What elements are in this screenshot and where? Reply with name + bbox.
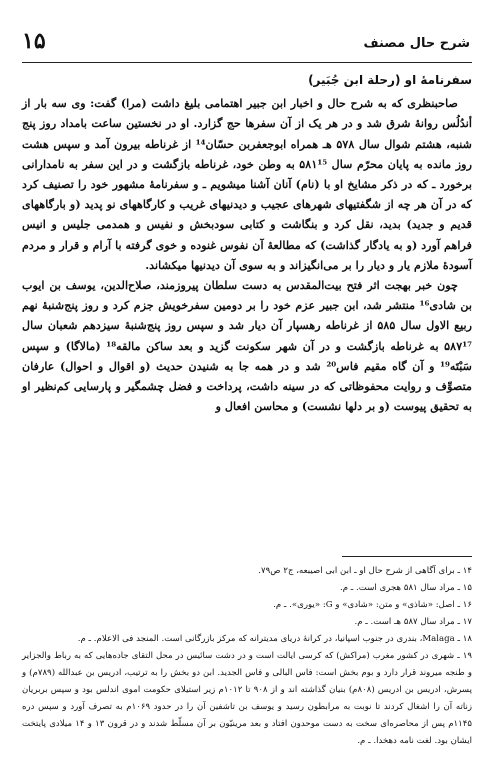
footnote-16: ۱۶ ـ اصل: «شاذی» و متن: «شادی» و G: «یوری». ـ م.	[273, 600, 472, 610]
footnote-14: ۱۴ ـ برای آگاهی از شرح حال او ـ ابن ابی اصیبعه، ج۲ ص۷۹.	[258, 566, 472, 576]
paragraph-2: چون خبر بهجت اثر فتح بیت‌المقدس به دست سلطان پیروزمند، صلاح‌الدین، یوسف بن ایوب بن شادی¹⁶ منتشر شد، ابن جبیر عزم خود را بر دومین سفرخویش جزم کرد و روز پنج‌شنبهٔ نهم ربیع الاول سال ۵۸۵ از غرناطه رهسپار آن دیار شد و سپس روز پنج‌شنبهٔ سیزدهم شعبان سال ۵۸۷¹⁷ به غرناطه بازگشت و در آن شهر سکونت گزید و بعد ساکن مالقه¹⁸ (مالاگا) و سپس سَبْتَه¹⁹ و آن گاه مقیم فاس²⁰ شد و در همه جا به شنیدن حدیث (و اقوال و احوال) عارفان متصوِّف و روایت محفوظاتی که در سینه داشت، پرداخت و فضل چشمگیر و پارسایی کم‌نظیر او به تحقیق پیوست (و بر دلها نشست) و محاسن افعال و	[22, 278, 473, 414]
footnote-19: ۱۹ ـ شهری در کشور مغرب (مراکش) که کرسی ایالت است و در دشت سائیس در محل التقای جاده‌هایی که به رباط والجزایر و طنجه میروند قرار دارد و بوم بخش است: فاس البالی و فاس الجدید. ابن دو بخش را به ترتیب، ادریس بن عبدالله (۷۸۹م) و پسرش، ادریس بن ادریس (۸۰۸م) بنیان گذاشته اند و از ۹۰۸ تا ۱۰۱۲م زیر استیلای حکومت اموی اندلس بود و سپس بربریان زناته آن را اشغال کردند تا نوبت به مرابطون رسید و یوسف بن تاشفین آن را در حدود ۱۰۶۹م به تصرف آورد و سپس دره ۱۱۴۵م پس از محاصره‌ای سخت به دست موحدون افتاد و بعد مرینیّون بر آن مسلّط شدند و در قرون ۱۳ و ۱۴ میلادی پایتخت ایشان بود. لغت نامه دهخدا. ـ م.	[22, 651, 472, 746]
footnotes	[22, 563, 472, 750]
footnote-18: ۱۸ ـ Malaga، بندری در جنوب اسپانیا، در کرانهٔ دریای مدیترانه که مرکز بازرگانی است. المنجد فی الاعلام. ـ م.	[77, 634, 472, 644]
footnote-15: ۱۵ ـ مراد سال ۵۸۱ هجری است. ـ م.	[340, 583, 472, 593]
paragraph-1: صاحبنظری که به شرح حال و اخبار ابن جبیر اهتمامی بلیغ داشت (مرا) گفت: وی سه بار از أندُلُس روانهٔ شرق شد و در هر یک از آن سفرها حج گزارد. او در نخستین ساعت بامداد روز پنج شنبه، هشتم شوال سال ۵۷۸ هـ همراه ابوجعفربن حسّان¹⁴ از غرناطه بیرون آمد و سپس هشت روز مانده به پایان محرّم سال ۵۸۱¹⁵ به وطن خود، غرناطه بازگشت و در این سفر به نامدارانی برخورد ـ که در ذکر مشایخ او با (نام) آنان آشنا میشویم ـ و سفرنامهٔ مشهور خود را تصنیف کرد که در آن هر چه از شگفتیهای شهرهای عجیب و دیدنیهای غریب و کارگاههای نو پدید (و بارگاههای قدیم و جدید) بدید، نقل کرد و بنگاشت و کتابی سودبخش و نفیس و همدمی جلیس و انیس فراهم آورد (و به یادگار گذاشت) که مطالعهٔ آن نفوس غنوده و خوی گرفته با آرام و قرار و مردم آسودهٔ ملازم یار و دیار را بر می‌انگیزاند و به سوی آن دیدنیها میکشاند.	[22, 96, 472, 272]
page-header	[22, 28, 470, 58]
footnote-separator	[342, 556, 472, 557]
running-title: شرح حال مصنف	[363, 36, 470, 51]
section-heading: سفرنامهٔ او (رحلة ابن جُبَیر)	[308, 73, 472, 87]
main-text	[22, 70, 472, 416]
header-rule	[22, 62, 472, 63]
footnote-17: ۱۷ ـ مراد سال ۵۸۷ هـ است. ـ م.	[354, 617, 472, 627]
page-number: ۱۵	[22, 28, 46, 54]
